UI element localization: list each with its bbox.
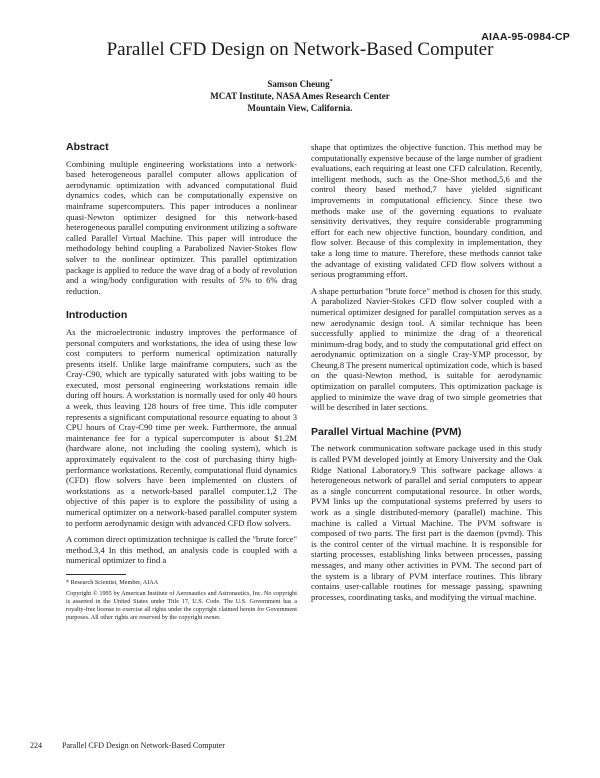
- abstract-text: Combining multiple engineering workstations into a network-based heterogeneous parallel computer allows application of aerodynamic optimization with advanced computational fluid dynamics codes, which can be computationally expensive on mainframe supercomputers. This paper introduces a nonlinear quasi-Newton optimizer designed for this network-based heterogeneous parallel computing environment utilizing a software called Parallel Virtual Machine. This paper will introduce the methodology behind coupling a Parabolized Navier-Stokes flow solver to the nonlinear optimizer. This parallel optimization package is applied to reduce the wave drag of a body of revolution and a wing/body configuration with results of 5% to 6% drag reduction.: [66, 158, 297, 296]
- right-paragraph-2: A shape perturbation "brute force" method is chosen for this study. A parabolized Navier-Stokes CFD flow solver coupled with a numerical optimizer designed for parallel computation serves as a new aerodynamic design tool. A similar technique has been successfully applied to minimize the drag of a theoretical minimum-drag body, and to study the computational grid effect on aerodynamic optimization on a single Cray-YMP processor, by Cheung.8 The present numerical optimization code, which is based on the quasi-Newton method, is suitable for aerodynamic optimization on parallel computers. This optimization package is applied to minimize the wave drag of two simple geometries that will be described in later sections.: [311, 285, 542, 413]
- report-number: AIAA-95-0984-CP: [481, 31, 570, 43]
- paper-title: Parallel CFD Design on Network-Based Computer: [106, 39, 494, 60]
- page-footer: [30, 741, 225, 750]
- introduction-heading: Introduction: [66, 309, 128, 322]
- abstract-heading: Abstract: [66, 141, 109, 153]
- author-mark: *: [329, 79, 333, 85]
- pvm-paragraph-1: The network communication software package used in this study is called PVM developed jointly at Emory University and the Oak Ridge National Laboratory.9 This software package allows a heterogeneous network of parallel and serial computers to appear as a single concurrent computational resource. In other words, PVM links up the computational systems preferred by users to work as a single distributed-memory (parallel) machine. This machine is called a Virtual Machine. The PVM software is composed of two parts. The first part is the daemon (pvmd). This is the control center of the virtual machine. It is responsible for starting processes, establishing links between processes, passing messages, and many other activities in PVM. The second part of the system is a library of PVM interface routines. This library contains user-callable routines for message passing, spawning processes, coordinating tasks, and modifying the virtual machine.: [311, 443, 542, 602]
- left-column: [66, 142, 297, 625]
- right-paragraph-1: shape that optimizes the objective function. This method may be computationally expensive because of the large number of gradient evaluations, each requiring at least one CFD calculation. Recently, intelligent methods, such as the One-Shot method,5,6 and the control theory based method,7 have yielded significant improvements in computational efficiency. Since these two methods make use of the governing equations to evaluate sensitivity derivatives, they require considerable programming effort for each new objective function, boundary condition, and flow solver. Because of this complexity in implementation, they take a long time to mature. Therefore, these methods cannot take the advantage of existing validated CFD flow solvers without a serious programming effort.: [311, 142, 542, 280]
- introduction-paragraph-2: A common direct optimization technique is called the "brute force" method.3,4 In this method, an analysis code is coupled with a numerical optimizer to find a: [66, 534, 297, 566]
- author-location: Mountain View, California.: [247, 103, 353, 113]
- pvm-heading: Parallel Virtual Machine (PVM): [311, 425, 462, 438]
- running-title: Parallel CFD Design on Network-Based Computer: [62, 741, 225, 750]
- author-footnote: * Research Scientist, Member, AIAA: [66, 578, 159, 586]
- copyright-notice: Copyright © 1995 by American Institute of Aeronautics and Astronautics, Inc. No copyright is asserted in the United States under Title 17, U.S. Code. The U.S. Government has a royalty-free license to exercise all rights under the copyright claimed herein for Government purposes. All other rights are reserved by the copyright owner.: [66, 589, 297, 621]
- author-name: Samson Cheung: [267, 79, 330, 89]
- right-column: [311, 142, 542, 608]
- footnote-divider: [66, 574, 126, 575]
- author-block: [0, 76, 600, 114]
- author-affiliation: MCAT Institute, NASA Ames Research Center: [210, 91, 390, 101]
- page-number: 224: [30, 741, 42, 750]
- author-line: [0, 76, 600, 90]
- introduction-paragraph-1: As the microelectronic industry improves the performance of personal computers and workstations, the idea of using these low cost computers to perform numerical optimization naturally presents itself. Unlike large mainframe computers, such as the Cray-C90, which are typically saturated with jobs waiting to be executed, most personal engineering workstations remain idle during off hours. A workstation is normally used for only 40 hours a week, thus leaving 128 hours of free time. This idle computer represents a significant computational resource equating to about 3 CPU hours of Cray-C90 time per week. Furthermore, the annual maintenance fee for a typical supercomputer is about $1.2M (hardware alone, not including the cooling system), which is approximately equivalent to the cost of purchasing thirty high-performance workstations. Recently, computational fluid dynamics (CFD) flow solvers have been implemented on clusters of workstations as a network-based parallel computer.1,2 The objective of this paper is to explore the possibility of using a numerical optimizer on a network-based parallel computer system to perform aerodynamic design with advanced CFD flow solvers.: [66, 326, 297, 528]
